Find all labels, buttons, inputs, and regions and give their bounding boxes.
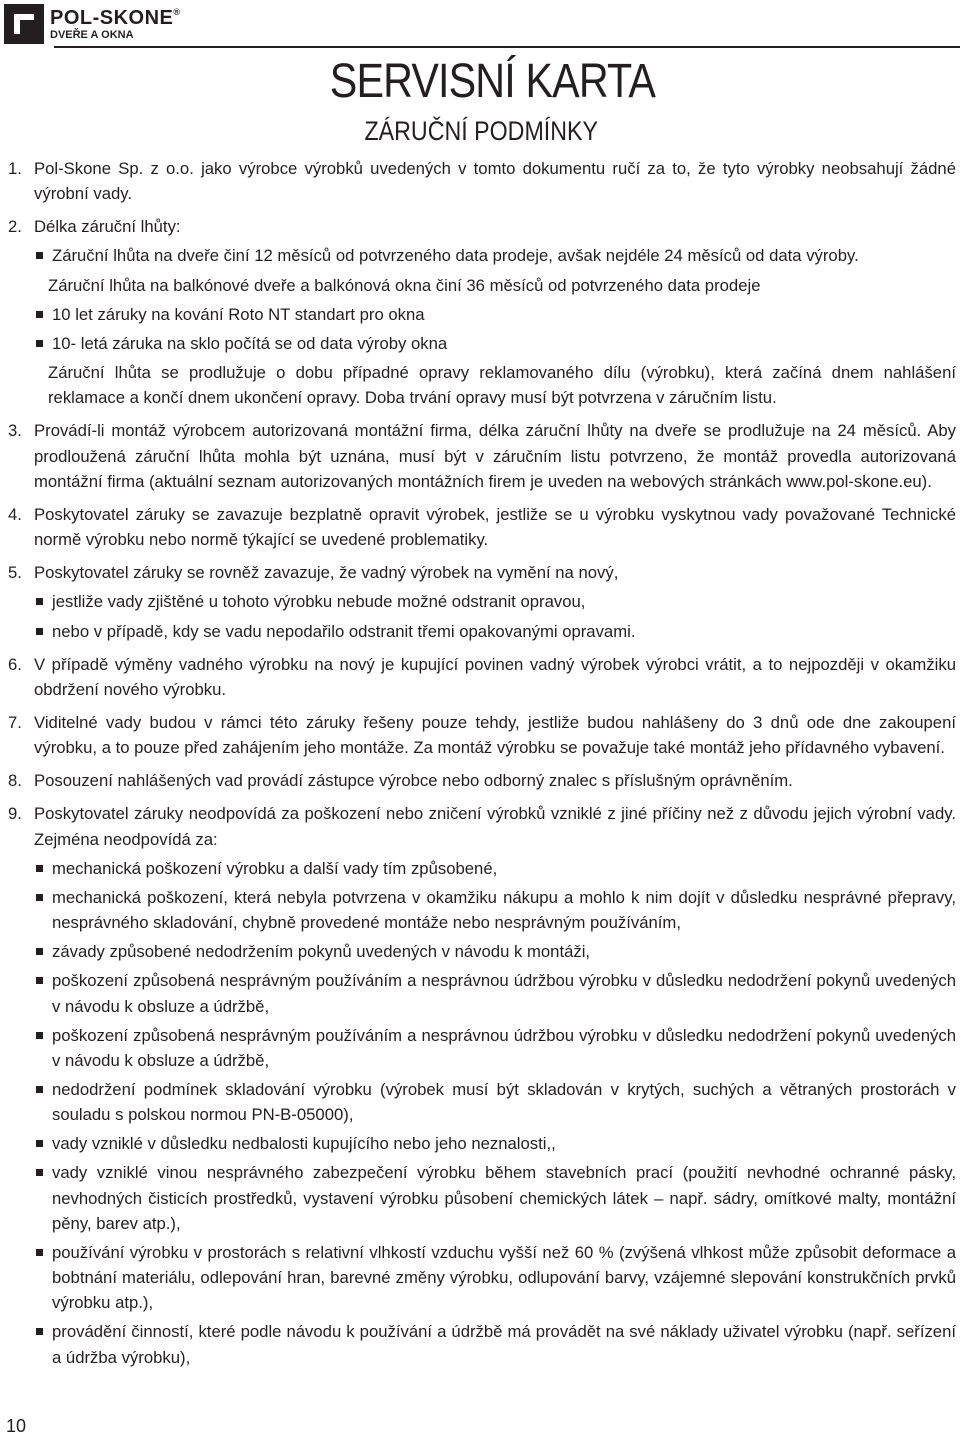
bullet-item: vady vzniklé vinou nesprávného zabezpečení výrobku během stavebních prací (použití nevhodné ochranné pásky, nevhodných čisticích prostředků, vystavení výrobku působení chemických látek – např. sádry, omítkové malty, montážní pěny, barev atp.), bbox=[34, 1160, 956, 1235]
bullet-item: poškození způsobená nesprávným používáním a nesprávnou údržbou výrobku v důsledku nedodržení pokynů uvedených v návodu k obsluze a údržbě, bbox=[34, 968, 956, 1018]
term-text: Provádí-li montáž výrobcem autorizovaná montážní firma, délka záruční lhůty na dveře se prodlužuje na 24 měsíců. Aby prodloužená záruční lhůta mohla být uznána, musí být v záručním listu potvrzeno, že montáž provedla autorizovaná montážní firma (aktuální seznam autorizovaných montážních firem je uveden na webových stránkách www.pol-skone.eu). bbox=[34, 421, 956, 491]
bullet-item: 10- letá záruka na sklo počítá se od data výroby okna bbox=[34, 331, 956, 356]
term-text: Poskytovatel záruky neodpovídá za poškození nebo zničení výrobků vzniklé z jiné příčiny než z důvodu jejich výrobní vady. Zejména neodpovídá za: bbox=[34, 804, 956, 849]
term-number: 4. bbox=[8, 504, 22, 524]
term-text: Poskytovatel záruky se rovněž zavazuje, že vadný výrobek na vymění na nový, bbox=[34, 563, 619, 583]
term-paragraph: Záruční lhůta na balkónové dveře a balkónová okna činí 36 měsíců od potvrzeného data prodeje bbox=[48, 275, 761, 295]
term-5 bbox=[8, 560, 956, 643]
bullet-item: provádění činností, které podle návodu k používání a údržbě má provádět na své náklady uživatel výrobku (např. seřízení a údržba výrobku), bbox=[34, 1319, 956, 1369]
term-7 bbox=[8, 710, 956, 760]
bullet-item: nedodržení podmínek skladování výrobku (výrobek musí být skladován v krytých, suchých a větraných prostorách v souladu s polskou normou PN-B-05000), bbox=[34, 1077, 956, 1127]
term-text: Posouzení nahlášených vad provádí zástupce výrobce nebo odborný znalec s příslušným oprávněním. bbox=[34, 771, 793, 791]
term-4 bbox=[8, 502, 956, 552]
bullet-item: mechanická poškození výrobku a další vady tím způsobené, bbox=[34, 856, 956, 881]
logo-brand: POL-SKONE® bbox=[50, 6, 181, 29]
term-number: 7. bbox=[8, 712, 22, 732]
header-rule bbox=[54, 46, 960, 48]
term-text: Pol-Skone Sp. z o.o. jako výrobce výrobků uvedených v tomto dokumentu ručí za to, že tyto výrobky neobsahují žádné výrobní vady. bbox=[34, 159, 956, 204]
term-number: 1. bbox=[8, 159, 22, 178]
bullet-item: závady způsobené nedodržením pokynů uvedených v návodu k montáži, bbox=[34, 939, 956, 964]
term-2 bbox=[8, 214, 956, 410]
pol-skone-logo-icon bbox=[4, 4, 44, 44]
bullet-item: nebo v případě, kdy se vadu nepodařilo odstranit třemi opakovanými opravami. bbox=[34, 619, 956, 644]
term-8 bbox=[8, 768, 956, 793]
term-number: 8. bbox=[8, 771, 22, 791]
term-number: 3. bbox=[8, 421, 22, 441]
term-text: Viditelné vady budou v rámci této záruky řešeny pouze tehdy, jestliže budou nahlášeny do 3 dnů ode dne zakoupení výrobku, a to pouze před zahájením jeho montáže. Za montáž výrobku se považuje také montáž jeho přídavného vybavení. bbox=[34, 712, 956, 758]
term-number: 5. bbox=[8, 563, 22, 583]
term-paragraph: Záruční lhůta se prodlužuje o dobu případné opravy reklamovaného dílu (výrobku), která začíná dnem nahlášení reklamace a končí dnem ukončení opravy. Doba trvání opravy musí být potvrzena v záručním listu. bbox=[48, 363, 956, 408]
brand-logo bbox=[4, 4, 181, 44]
term-1 bbox=[8, 156, 956, 206]
term-6 bbox=[8, 652, 956, 702]
term-number: 6. bbox=[8, 654, 22, 674]
bullet-item: 10 let záruky na kování Roto NT standart pro okna bbox=[34, 302, 956, 327]
term-9 bbox=[8, 801, 956, 1369]
page-number: 10 bbox=[6, 1416, 27, 1436]
logo-tagline: DVEŘE A OKNA bbox=[50, 28, 134, 41]
bullet-item: mechanická poškození, která nebyla potvrzena v okamžiku nákupu a mohlo k nim dojít v důsledku nesprávné přepravy, nesprávného skladování, chybně provedené montáže nebo nesprávným používáním, bbox=[34, 885, 956, 935]
logo-text bbox=[50, 8, 181, 41]
term-number: 2. bbox=[8, 217, 22, 237]
term-text: Délka záruční lhůty: bbox=[34, 217, 181, 237]
term-number: 9. bbox=[8, 804, 22, 824]
bullet-item: vady vzniklé v důsledku nedbalosti kupujícího nebo jeho neznalosti,, bbox=[34, 1131, 956, 1156]
term-3 bbox=[8, 418, 956, 493]
warranty-terms bbox=[8, 156, 956, 1378]
term-text: V případě výměny vadného výrobku na nový je kupující povinen vadný výrobek výrobci vrátit, a to nejpozději v okamžiku obdržení nového výrobku. bbox=[34, 654, 956, 699]
term-text: Poskytovatel záruky se zavazuje bezplatně opravit výrobek, jestliže se u výrobku vyskytnou vady považované Technické normě výrobku nebo normě týkající se uvedené problematiky. bbox=[34, 504, 956, 550]
bullet-item: používání výrobku v prostorách s relativní vlhkostí vzduchu vyšší než 60 % (zvýšená vlhkost může způsobit deformace a bobtnání materiálu, odlepování hran, barevné změny výrobku, odlupování barvy, vzájemné slepování konstrukčních prvků výrobku atp.), bbox=[34, 1240, 956, 1315]
bullet-item: poškození způsobená nesprávným používáním a nesprávnou údržbou výrobku v důsledku nedodržení pokynů uvedených v návodu k obsluze a údržbě, bbox=[34, 1023, 956, 1073]
bullet-item: Záruční lhůta na dveře činí 12 měsíců od potvrzeného data prodeje, avšak nejdéle 24 měsíců od data výroby. bbox=[34, 243, 956, 268]
page-title: SERVISNÍ KARTA bbox=[329, 55, 655, 108]
bullet-item: jestliže vady zjištěné u tohoto výrobku nebude možné odstranit opravou, bbox=[34, 589, 956, 614]
page-subtitle: ZÁRUČNÍ PODMÍNKY bbox=[364, 116, 598, 146]
